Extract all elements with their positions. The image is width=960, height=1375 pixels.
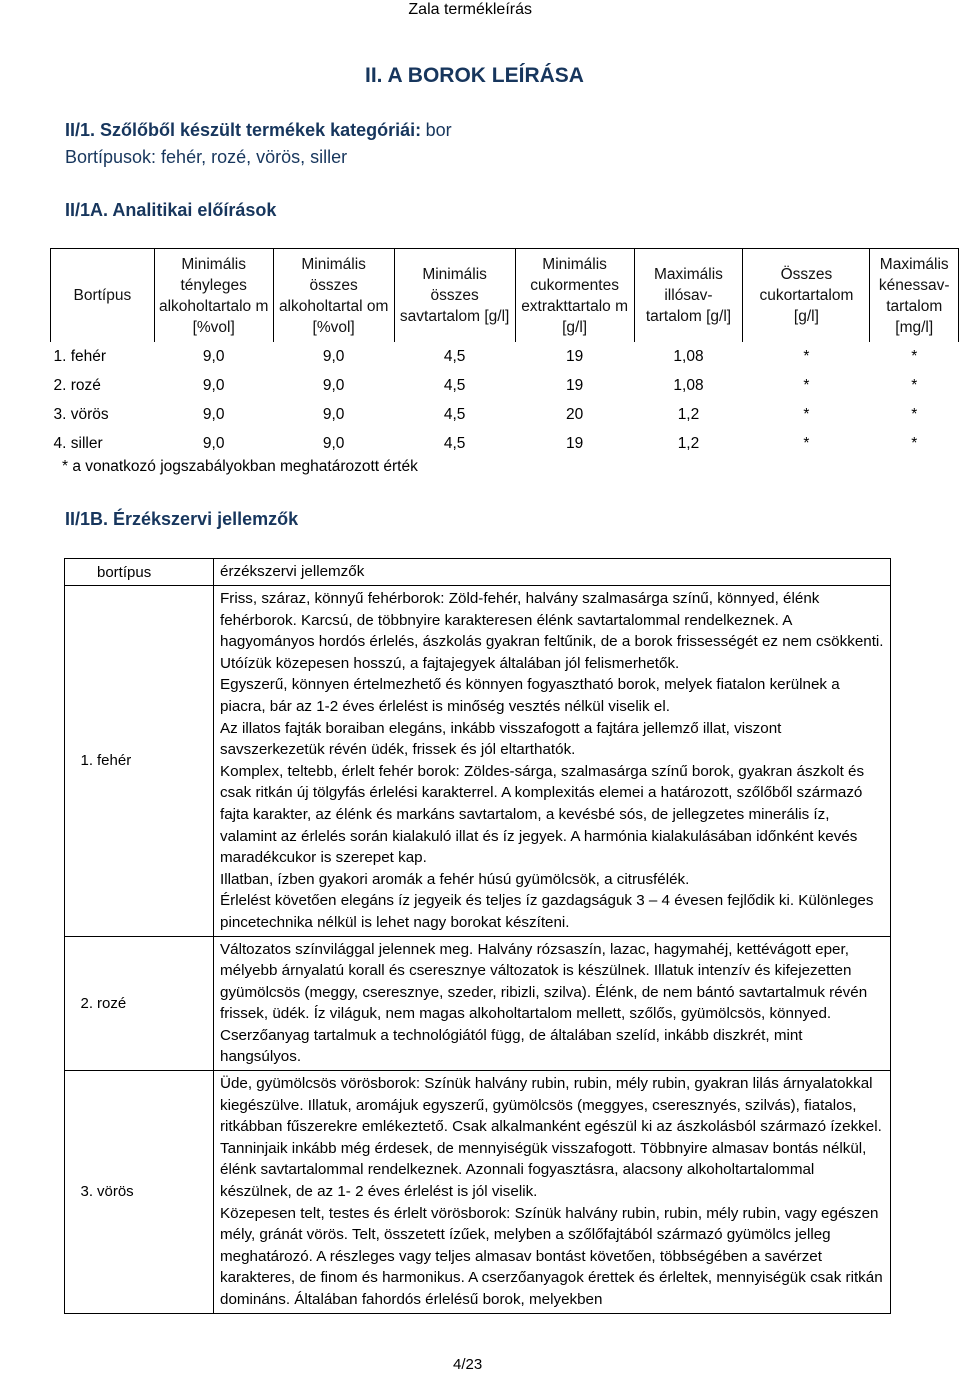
cell: 9,0	[322, 347, 345, 365]
row-type: rozé	[93, 936, 214, 1071]
cell: *	[803, 405, 810, 423]
cell: 19	[565, 347, 584, 365]
cell: 4,5	[443, 347, 466, 365]
table-row	[65, 586, 891, 937]
row-type: 4. siller	[53, 434, 103, 452]
cell: 4,5	[443, 405, 466, 423]
cell: 9,0	[202, 347, 225, 365]
cell: *	[911, 347, 918, 365]
header-cell: Minimális cukormentes extrakttartalo m [g/l]	[515, 249, 634, 343]
header-spacer	[65, 559, 94, 586]
running-header: Zala termékleírás	[408, 1, 532, 18]
row-number: 1.	[65, 586, 94, 937]
cell: 9,0	[202, 405, 225, 423]
table-footnote: * a vonatkozó jogszabályokban meghatározott érték	[62, 458, 418, 475]
row-type: 1. fehér	[53, 347, 107, 365]
cell: *	[803, 376, 810, 394]
row-description	[214, 936, 891, 1071]
cell: *	[803, 347, 810, 365]
table-row	[51, 429, 959, 458]
row-number: 3.	[65, 1071, 94, 1314]
sensory-table	[64, 558, 891, 1314]
cell: *	[911, 376, 918, 394]
table-row	[65, 936, 891, 1071]
cell: 19	[565, 434, 584, 452]
cell: 4,5	[443, 376, 466, 394]
table-row	[51, 342, 959, 371]
paragraph: Friss, száraz, könnyű fehérborok: Zöld-fehér, halvány szalmasárga színű, könnyed, élénk fehérborok. Karcsú, de többnyire karakteresen élénk savtartalommal rendelkeznek. A hagyományos hordós érlelés, ászkolás gyakran feltűnik, de a borok frissességét ez nem csökkenti. Utóízük közepesen hosszú, a fajtajegyek általában jól felismerhetők.	[220, 590, 884, 672]
row-type: 3. vörös	[53, 405, 109, 423]
page-number: 4/23	[453, 1356, 483, 1373]
cell: *	[803, 434, 810, 452]
cell: 1,2	[677, 434, 700, 452]
section-1b-title: II/1B. Érzékszervi jellemzők	[65, 509, 299, 529]
row-type: fehér	[93, 586, 214, 937]
chapter-title: II. A BOROK LEÍRÁSA	[365, 64, 584, 87]
row-number: 2.	[65, 936, 94, 1071]
row-type: 2. rozé	[53, 376, 101, 394]
header-cell-type: bortípus	[93, 559, 214, 586]
header-cell: Minimális összes alkoholtartal om [%vol]	[273, 249, 394, 343]
header-cell: Maximális kénessav-tartalom [mg/l]	[870, 249, 959, 343]
cell: 9,0	[322, 434, 345, 452]
header-cell: Minimális tényleges alkoholtartalo m [%vol]	[154, 249, 273, 343]
cell: 1,08	[673, 347, 704, 365]
row-type: vörös	[93, 1071, 214, 1314]
section-1-heading	[65, 120, 452, 141]
cell: 9,0	[202, 376, 225, 394]
table-row	[51, 400, 959, 429]
header-cell: Bortípus	[51, 249, 155, 343]
cell: 1,08	[673, 376, 704, 394]
cell: 1,2	[677, 405, 700, 423]
paragraph: Egyszerű, könnyen értelmezhető és könnyen fogyasztható borok, melyek fiatalon kerülnek a piacra, bár az 1-2 éves érlelést is minőség vesztés nélkül viselik el.	[220, 676, 840, 715]
row-description	[214, 1071, 891, 1314]
analytic-table-header	[51, 249, 959, 343]
table-row	[51, 371, 959, 400]
cell: 4,5	[443, 434, 466, 452]
paragraph: Komplex, teltebb, érlelt fehér borok: Zöldes-sárga, szalmasárga színű borok, gyakran ászkolt és csak ritkán új tölgyfás érlelési karakterrel. A komplexitás elemei a határozott, szőlőből származó fajta karakter, az élénk és markáns savtartalom, a kevésbé sós, de jellegzetes minerális íz, valamint az érlelés során kialakuló illat és íz jegyek. A harmónia kialakulásában időnként kevés maradékcukor is szerepet kap.	[220, 762, 865, 867]
cell: *	[911, 405, 918, 423]
section-1a-title: II/1A. Analitikai előírások	[65, 200, 277, 220]
section-1-title: II/1. Szőlőből készült termékek kategóriái:	[65, 120, 422, 140]
header-cell: Összes cukortartalom [g/l]	[743, 249, 870, 343]
cell: *	[911, 434, 918, 452]
wine-types-line: Bortípusok: fehér, rozé, vörös, siller	[65, 147, 348, 167]
header-cell-desc: érzékszervi jellemzők	[214, 559, 891, 586]
cell: 19	[565, 376, 584, 394]
analytic-table	[50, 248, 959, 458]
cell: 9,0	[202, 434, 225, 452]
table-row	[65, 1071, 891, 1314]
cell: 9,0	[322, 376, 345, 394]
header-cell: Maximális illósav-tartalom [g/l]	[634, 249, 743, 343]
section-1-title-tail: bor	[425, 120, 452, 140]
paragraph: Érlelést követően elegáns íz jegyeik és teljes íz gazdagságuk 3 – 4 évesen fejlődik ki. Különleges pincetechnika nélkül is lehet nagy borokat készíteni.	[220, 892, 874, 931]
sensory-table-header	[65, 559, 891, 586]
cell: 20	[565, 405, 584, 423]
paragraph: Változatos színvilággal jelennek meg. Halvány rózsaszín, lazac, hagymahéj, kettévágott eper, mélyebb árnyalatú korall és cseresznye változatok is készülnek. Illatuk intenzív és kifejezetten gyümölcsös (meggy, cseresznye, szeder, ribizli, szilva). Élénk, de nem bántó savtartalmuk révén frissek, üdék. Íz világuk, nem magas alkoholtartalom mellett, szőlős, gyümölcsös, könnyed. Cserzőanyag tartalmuk a technológiától függ, de általában szelíd, inkább diszkrét, mint hangsúlyos.	[220, 940, 868, 1066]
header-cell: Minimális összes savtartalom [g/l]	[394, 249, 515, 343]
row-description	[214, 586, 891, 937]
paragraph: Üde, gyümölcsös vörösborok: Színük halvány rubin, rubin, mély rubin, gyakran lilás árnyalatokkal kiegészülve. Illatuk, aromájuk egyszerű, gyümölcsös (meggyes, cseresznyés, szilvás), fiatalos, ritkábban fűszerekre emlékeztető. Csak alkalmanként egészül ki az ászkolásból származó ízekkel. Tanninjaik inkább még érdesek, de mennyiségük visszafogott. Többnyire almasav bontás nélkül, élénk savtartalommal rendelkeznek. Azonnali fogyasztásra, alacsony alkoholtartalommal készülnek, de az 1- 2 éves érlelést is jól viselik.	[220, 1075, 882, 1201]
cell: 9,0	[322, 405, 345, 423]
paragraph: Közepesen telt, testes és érlelt vörösborok: Színük halvány rubin, rubin, mély rubin, vagy egészen mély, gránát vörös. Telt, összetett ízűek, melyben a szőlőfajtából származó gyümölcs jelleg meghatározó. A részleges vagy teljes almasav bontást követően, többségében a savérzet karakteres, de finom és harmonikus. A cserzőanyagok érettek és érleltek, mennyiségük csak ritkán domináns. Általában fahordós érlelésű borok, melyekben	[220, 1204, 883, 1308]
paragraph: Az illatos fajták boraiban elegáns, inkább visszafogott a fajtára jellemző illat, viszont savszerkezetük révén üdék, frissek és jól eltarthatók.	[220, 719, 782, 759]
paragraph: Illatban, ízben gyakori aromák a fehér húsú gyümölcsök, a citrusfélék.	[220, 870, 690, 888]
